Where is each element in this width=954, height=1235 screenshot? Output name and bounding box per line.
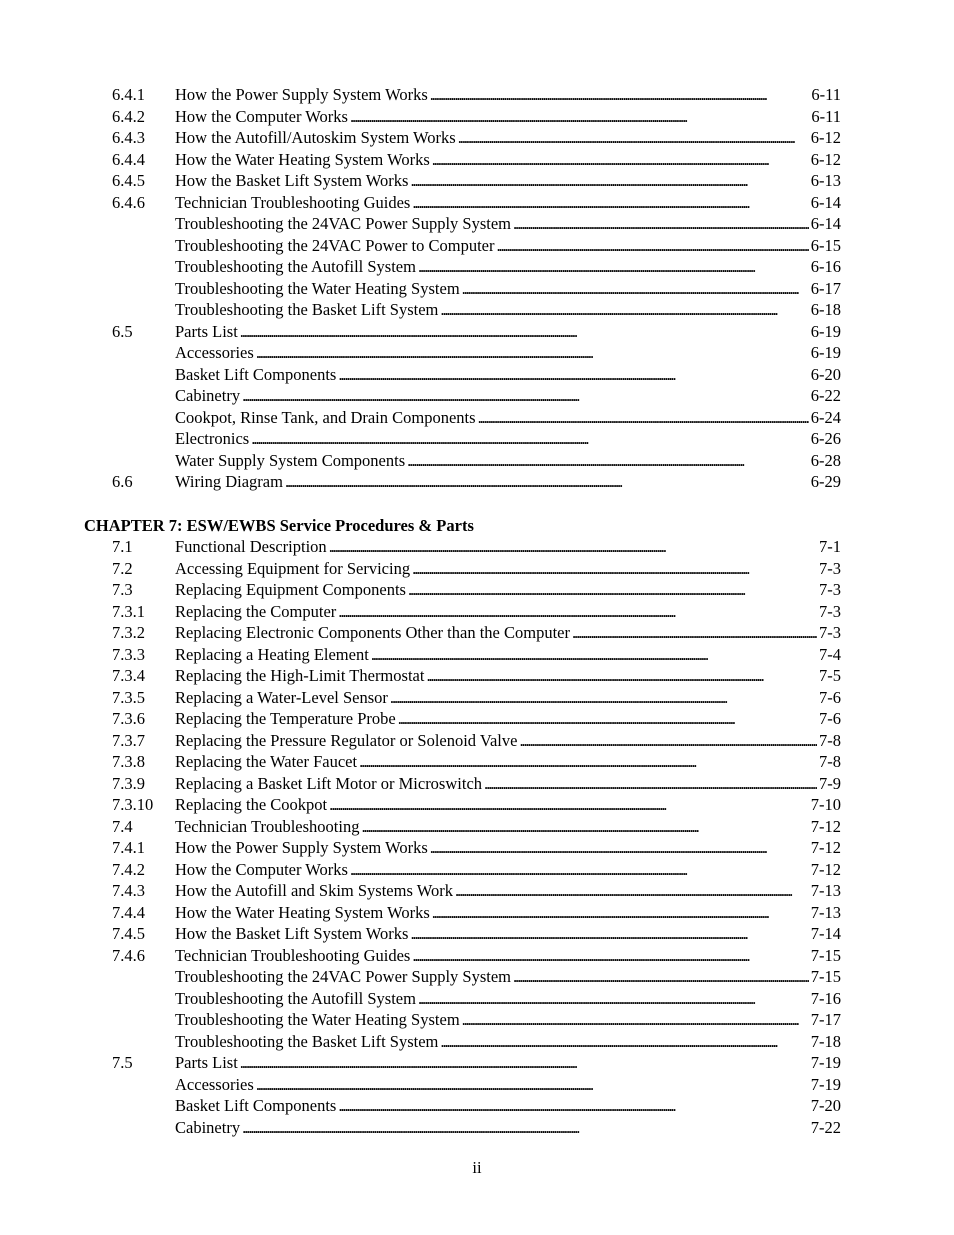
toc-entry-line xyxy=(175,773,841,795)
toc-entry xyxy=(0,170,954,192)
toc-entry-line xyxy=(175,536,841,558)
toc-entry-line xyxy=(175,342,841,364)
toc-entry-title: Electronics xyxy=(175,429,250,448)
toc-entry-page: 7-15 xyxy=(810,945,841,965)
toc-entry-title: How the Water Heating System Works xyxy=(175,149,430,169)
dot-leader xyxy=(242,1117,809,1139)
toc-entry-title: Troubleshooting the 24VAC Power Supply System xyxy=(175,214,511,233)
toc-entry-line xyxy=(175,84,841,106)
toc-entry-page: 7-19 xyxy=(810,1053,841,1072)
toc-entry xyxy=(0,794,954,816)
toc-entry xyxy=(0,988,954,1010)
toc-entry-page: 6-11 xyxy=(811,106,841,126)
toc-entry-number: 7.4.4 xyxy=(112,902,145,922)
toc-entry-title: Replacing the Cookpot xyxy=(175,795,328,814)
toc-entry-title: Wiring Diagram xyxy=(175,472,283,491)
dot-leader xyxy=(496,235,808,257)
dot-leader xyxy=(256,1074,809,1096)
dot-leader xyxy=(513,213,809,235)
toc-entry-page: 6-22 xyxy=(810,386,841,405)
toc-entry-title: Troubleshooting the Basket Lift System xyxy=(175,1031,439,1051)
toc-entry-line xyxy=(175,256,841,278)
toc-entry-title: Troubleshooting the Autofill System xyxy=(175,988,416,1008)
toc-entry xyxy=(0,1009,954,1031)
toc-entry-title: How the Basket Lift System Works xyxy=(175,924,409,943)
toc-entry-line xyxy=(175,170,841,192)
toc-entry-title: Cabinetry xyxy=(175,1117,241,1137)
dot-leader xyxy=(338,1095,808,1117)
toc-entry-page: 7-3 xyxy=(819,623,841,642)
toc-entry-number: 6.5 xyxy=(112,321,133,341)
toc-entry-page: 6-16 xyxy=(810,257,841,276)
toc-entry-title: Accessories xyxy=(175,343,254,362)
toc-entry-line xyxy=(175,751,841,773)
dot-leader xyxy=(458,127,809,149)
toc-entry xyxy=(0,945,954,967)
toc-entry-page: 6-14 xyxy=(810,214,841,233)
toc-entry-page: 7-8 xyxy=(819,752,841,771)
dot-leader xyxy=(418,256,809,278)
toc-entry-title: Basket Lift Components xyxy=(175,1096,337,1115)
toc-entry-number: 7.5 xyxy=(112,1053,133,1072)
toc-entry-page: 7-22 xyxy=(810,1117,841,1137)
toc-entry-title: Replacing the High-Limit Thermostat xyxy=(175,666,425,685)
dot-leader xyxy=(350,106,809,128)
toc-entry-line xyxy=(175,601,841,623)
dot-leader xyxy=(410,170,808,192)
toc-entry xyxy=(0,1117,954,1139)
toc-entry-title: Replacing the Pressure Regulator or Solenoid Valve xyxy=(175,730,518,750)
toc-entry xyxy=(0,579,954,601)
dot-leader xyxy=(359,751,817,773)
toc-entry-page: 6-28 xyxy=(810,450,841,470)
toc-entry-line xyxy=(175,149,841,171)
dot-leader xyxy=(426,665,817,687)
toc-entry-page: 7-1 xyxy=(819,537,841,556)
toc-entry-line xyxy=(175,945,841,967)
toc-entry-number: 7.3.5 xyxy=(112,687,145,707)
toc-entry-title: Troubleshooting the Autofill System xyxy=(175,257,416,276)
toc-entry xyxy=(0,149,954,171)
toc-entry-number: 7.4 xyxy=(112,816,133,836)
toc-entry-page: 7-3 xyxy=(819,558,841,578)
toc-entry-line xyxy=(175,278,841,300)
toc-entry-number: 7.3.7 xyxy=(112,730,145,750)
dot-leader xyxy=(430,837,809,859)
toc-entry xyxy=(0,622,954,644)
toc-entry-number: 7.3.4 xyxy=(112,666,145,685)
toc-entry-page: 6-13 xyxy=(810,171,841,190)
toc-entry-line xyxy=(175,816,841,838)
toc-entry-page: 7-13 xyxy=(810,881,841,900)
toc-entry-title: Troubleshooting the Basket Lift System xyxy=(175,300,439,319)
toc-entry-page: 6-20 xyxy=(810,364,841,384)
toc-entry-number: 7.3.3 xyxy=(112,644,145,664)
chapter-7-heading: CHAPTER 7: ESW/EWBS Service Procedures & Parts xyxy=(84,515,474,535)
toc-entry-title: Basket Lift Components xyxy=(175,364,337,384)
toc-entry xyxy=(0,299,954,321)
toc-entry-title: Technician Troubleshooting xyxy=(175,816,360,836)
toc-entry-number: 7.4.5 xyxy=(112,924,145,943)
dot-leader xyxy=(484,773,817,795)
toc-entry-line xyxy=(175,687,841,709)
toc-entry-number: 6.4.6 xyxy=(112,192,145,212)
toc-entry-page: 7-4 xyxy=(819,644,841,664)
toc-entry-title: Replacing the Temperature Probe xyxy=(175,709,396,728)
toc-entry-page: 7-12 xyxy=(810,838,841,857)
dot-leader xyxy=(432,149,809,171)
toc-entry-line xyxy=(175,622,841,644)
toc-entry-line xyxy=(175,192,841,214)
toc-entry xyxy=(0,471,954,493)
toc-entry-line xyxy=(175,299,841,321)
toc-entry-title: Troubleshooting the 24VAC Power to Computer xyxy=(175,235,495,255)
toc-entry-page: 7-8 xyxy=(819,730,841,750)
dot-leader xyxy=(240,321,809,343)
toc-entry-line xyxy=(175,1095,841,1117)
toc-entry xyxy=(0,1031,954,1053)
section-spacer xyxy=(0,493,954,515)
toc-entry-page: 6-11 xyxy=(811,85,841,104)
toc-entry-title: Replacing a Water-Level Sensor xyxy=(175,687,388,707)
dot-leader xyxy=(242,385,809,407)
dot-leader xyxy=(361,816,808,838)
toc-entry xyxy=(0,1052,954,1074)
dot-leader xyxy=(240,1052,809,1074)
dot-leader xyxy=(407,450,809,472)
toc-entry-title: How the Water Heating System Works xyxy=(175,902,430,922)
toc-entry-line xyxy=(175,1074,841,1096)
toc-entry-page: 7-12 xyxy=(810,859,841,879)
toc-entry-page: 6-12 xyxy=(810,128,841,147)
toc-entry xyxy=(0,192,954,214)
toc-entry-line xyxy=(175,708,841,730)
toc-entry-title: How the Power Supply System Works xyxy=(175,838,428,857)
toc-entry xyxy=(0,385,954,407)
toc-entry xyxy=(0,687,954,709)
toc-entry-line xyxy=(175,235,841,257)
toc-entry-page: 7-5 xyxy=(819,666,841,685)
toc-entry-page: 7-9 xyxy=(819,773,841,793)
dot-leader xyxy=(462,1009,809,1031)
toc-entry-title: Technician Troubleshooting Guides xyxy=(175,945,411,965)
page-number: ii xyxy=(472,1158,482,1177)
dot-leader xyxy=(432,902,809,924)
dot-leader xyxy=(338,601,817,623)
dot-leader xyxy=(478,407,809,429)
toc-entry xyxy=(0,364,954,386)
toc-entry xyxy=(0,106,954,128)
toc-entry-line xyxy=(175,558,841,580)
toc-entry-number: 7.3.8 xyxy=(112,752,145,771)
toc-entry-page: 7-12 xyxy=(810,816,841,836)
dot-leader xyxy=(371,644,817,666)
toc-entry-page: 6-18 xyxy=(810,300,841,319)
toc-entry xyxy=(0,342,954,364)
dot-leader xyxy=(408,579,817,601)
dot-leader xyxy=(430,84,810,106)
toc-entry-number: 7.3.6 xyxy=(112,709,145,728)
toc-entry-page: 7-15 xyxy=(810,967,841,986)
toc-entry-page: 6-17 xyxy=(810,278,841,298)
toc-entry-number: 7.1 xyxy=(112,537,133,556)
toc-entry-number: 7.3.2 xyxy=(112,623,145,642)
toc-entry xyxy=(0,601,954,623)
toc-entry-title: How the Computer Works xyxy=(175,859,348,879)
toc-entry-title: Parts List xyxy=(175,1053,238,1072)
toc-entry-number: 7.4.1 xyxy=(112,838,145,857)
toc-entry-page: 7-6 xyxy=(819,687,841,707)
toc-entry xyxy=(0,902,954,924)
toc-entry xyxy=(0,923,954,945)
toc-entry xyxy=(0,837,954,859)
toc-entry xyxy=(0,235,954,257)
toc-entry-number: 6.4.4 xyxy=(112,149,145,169)
chapter-7-entries xyxy=(0,536,954,1138)
toc-entry xyxy=(0,84,954,106)
toc-entry-title: Parts List xyxy=(175,321,238,341)
table-of-contents xyxy=(0,84,954,1138)
toc-entry-title: Replacing Equipment Components xyxy=(175,580,406,599)
dot-leader xyxy=(329,536,817,558)
toc-entry-line xyxy=(175,880,841,902)
toc-entry-page: 6-14 xyxy=(810,192,841,212)
toc-entry xyxy=(0,213,954,235)
toc-entry-line xyxy=(175,859,841,881)
toc-entry-title: How the Autofill and Skim Systems Work xyxy=(175,881,453,900)
toc-entry xyxy=(0,665,954,687)
toc-entry-line xyxy=(175,794,841,816)
toc-entry xyxy=(0,256,954,278)
toc-entry xyxy=(0,558,954,580)
dot-leader xyxy=(412,945,808,967)
toc-entry-line xyxy=(175,730,841,752)
toc-entry-line xyxy=(175,106,841,128)
toc-entry-number: 7.3.1 xyxy=(112,601,145,621)
toc-entry-page: 7-18 xyxy=(810,1031,841,1051)
toc-entry-title: Accessories xyxy=(175,1074,254,1094)
toc-entry xyxy=(0,880,954,902)
toc-entry-title: Troubleshooting the Water Heating System xyxy=(175,1010,460,1029)
toc-entry-title: How the Basket Lift System Works xyxy=(175,171,409,190)
toc-entry xyxy=(0,966,954,988)
toc-entry-line xyxy=(175,407,841,429)
toc-entry xyxy=(0,278,954,300)
toc-entry-line xyxy=(175,428,841,450)
toc-entry-page: 7-3 xyxy=(819,601,841,621)
toc-entry-title: Accessing Equipment for Servicing xyxy=(175,558,411,578)
dot-leader xyxy=(462,278,809,300)
dot-leader xyxy=(572,622,817,644)
toc-entry-line xyxy=(175,127,841,149)
dot-leader xyxy=(390,687,817,709)
toc-entry xyxy=(0,730,954,752)
toc-entry xyxy=(0,644,954,666)
toc-entry-page: 7-10 xyxy=(810,795,841,814)
dot-leader xyxy=(285,471,809,493)
toc-entry-line xyxy=(175,837,841,859)
toc-entry-number: 6.4.3 xyxy=(112,128,145,147)
toc-entry-line xyxy=(175,988,841,1010)
toc-entry-page: 7-17 xyxy=(810,1010,841,1029)
dot-leader xyxy=(519,730,817,752)
dot-leader xyxy=(513,966,809,988)
toc-entry-line xyxy=(175,1117,841,1139)
toc-entry-number: 6.4.5 xyxy=(112,171,145,190)
toc-entry-line xyxy=(175,1009,841,1031)
toc-entry-page: 7-20 xyxy=(810,1096,841,1115)
toc-entry xyxy=(0,428,954,450)
toc-entry-page: 6-29 xyxy=(810,472,841,491)
toc-entry-page: 7-6 xyxy=(819,709,841,728)
dot-leader xyxy=(418,988,809,1010)
toc-entry-number: 7.3 xyxy=(112,580,133,599)
toc-entry-title: Replacing the Water Faucet xyxy=(175,752,358,771)
toc-entry xyxy=(0,816,954,838)
toc-entry xyxy=(0,1095,954,1117)
dot-leader xyxy=(412,558,817,580)
toc-entry-title: Replacing Electronic Components Other than the Computer xyxy=(175,623,570,642)
toc-entry-line xyxy=(175,665,841,687)
toc-entry-title: Troubleshooting the 24VAC Power Supply System xyxy=(175,967,511,986)
toc-entry-title: Replacing the Computer xyxy=(175,601,337,621)
toc-entry-title: Cabinetry xyxy=(175,386,241,405)
dot-leader xyxy=(256,342,809,364)
toc-entry-number: 7.4.6 xyxy=(112,945,145,965)
dot-leader xyxy=(440,1031,808,1053)
toc-entry-title: Functional Description xyxy=(175,537,327,556)
toc-entry-number: 7.2 xyxy=(112,558,133,578)
toc-entry-line xyxy=(175,644,841,666)
toc-entry-line xyxy=(175,213,841,235)
dot-leader xyxy=(350,859,809,881)
toc-entry xyxy=(0,708,954,730)
toc-entry-title: How the Computer Works xyxy=(175,106,348,126)
toc-entry-title: Troubleshooting the Water Heating System xyxy=(175,278,460,298)
toc-entry-title: How the Power Supply System Works xyxy=(175,85,428,104)
toc-entry-line xyxy=(175,321,841,343)
toc-entry-title: How the Autofill/Autoskim System Works xyxy=(175,128,456,147)
toc-entry-title: Replacing a Heating Element xyxy=(175,644,369,664)
dot-leader xyxy=(329,794,809,816)
toc-entry-page: 7-19 xyxy=(810,1074,841,1094)
toc-entry xyxy=(0,407,954,429)
toc-entry-number: 6.6 xyxy=(112,472,133,491)
section-6-entries xyxy=(0,84,954,493)
toc-entry-number: 7.4.2 xyxy=(112,859,145,879)
toc-entry-number: 7.3.9 xyxy=(112,773,145,793)
toc-entry-number: 7.4.3 xyxy=(112,881,145,900)
toc-entry xyxy=(0,127,954,149)
toc-entry-title: Technician Troubleshooting Guides xyxy=(175,192,411,212)
toc-entry-line xyxy=(175,364,841,386)
toc-entry-page: 6-24 xyxy=(810,407,841,427)
toc-entry-line xyxy=(175,471,841,493)
toc-entry-page: 6-19 xyxy=(810,343,841,362)
toc-entry-line xyxy=(175,966,841,988)
dot-leader xyxy=(410,923,808,945)
toc-entry-line xyxy=(175,385,841,407)
dot-leader xyxy=(398,708,817,730)
toc-entry-line xyxy=(175,579,841,601)
toc-entry xyxy=(0,751,954,773)
toc-entry-page: 6-26 xyxy=(810,429,841,448)
toc-entry-line xyxy=(175,1031,841,1053)
toc-entry xyxy=(0,321,954,343)
toc-entry xyxy=(0,773,954,795)
toc-entry-number: 6.4.2 xyxy=(112,106,145,126)
toc-entry-line xyxy=(175,902,841,924)
toc-entry-number: 6.4.1 xyxy=(112,85,145,104)
dot-leader xyxy=(338,364,808,386)
toc-entry xyxy=(0,1074,954,1096)
toc-entry-page: 7-13 xyxy=(810,902,841,922)
toc-entry xyxy=(0,536,954,558)
toc-entry-page: 7-16 xyxy=(810,988,841,1008)
toc-entry-title: Replacing a Basket Lift Motor or Microswitch xyxy=(175,773,483,793)
toc-entry-page: 6-19 xyxy=(810,321,841,341)
toc-entry xyxy=(0,450,954,472)
toc-entry xyxy=(0,859,954,881)
toc-entry-title: Water Supply System Components xyxy=(175,450,406,470)
dot-leader xyxy=(440,299,808,321)
toc-entry-page: 7-14 xyxy=(810,924,841,943)
toc-entry-title: Cookpot, Rinse Tank, and Drain Components xyxy=(175,407,476,427)
dot-leader xyxy=(412,192,808,214)
toc-entry-page: 6-12 xyxy=(810,149,841,169)
toc-entry-line xyxy=(175,923,841,945)
dot-leader xyxy=(251,428,809,450)
toc-entry-line xyxy=(175,450,841,472)
toc-entry-page: 6-15 xyxy=(810,235,841,255)
toc-entry-page: 7-3 xyxy=(819,580,841,599)
dot-leader xyxy=(455,880,809,902)
toc-entry-line xyxy=(175,1052,841,1074)
toc-entry-number: 7.3.10 xyxy=(112,795,154,814)
